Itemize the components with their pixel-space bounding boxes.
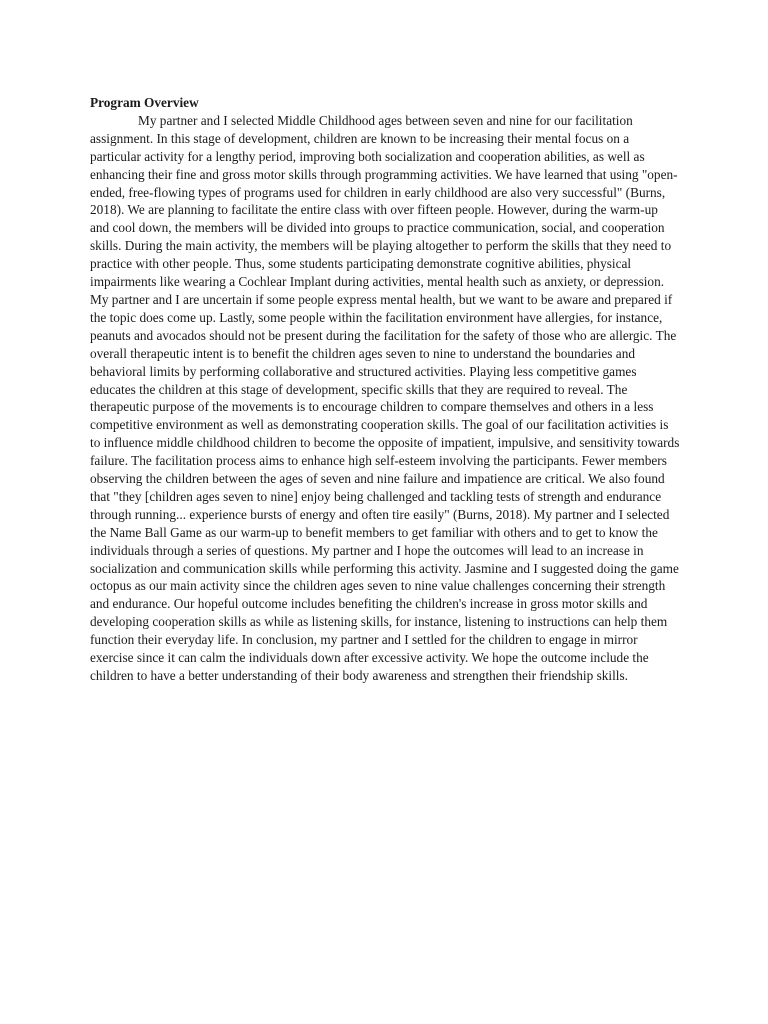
- document-body: [90, 94, 680, 685]
- section-heading: Program Overview: [90, 95, 199, 110]
- body-paragraph: My partner and I selected Middle Childhood ages between seven and nine for our facilitation assignment. In this stage of development, children are known to be increasing their mental focus on a particular activity for a lengthy period, improving both socialization and cooperation abilities, as well as enhancing their fine and gross motor skills through programming activities. We have learned that using "open-ended, free-flowing types of programs used for children in early childhood are also very successful" (Burns, 2018). We are planning to facilitate the entire class with over fifteen people. However, during the warm-up and cool down, the members will be divided into groups to practice communication, social, and cooperation skills. During the main activity, the members will be playing altogether to perform the skills that they need to practice with other people. Thus, some students participating demonstrate cognitive abilities, physical impairments like wearing a Cochlear Implant during activities, mental health such as anxiety, or depression. My partner and I are uncertain if some people express mental health, but we want to be aware and prepared if the topic does come up. Lastly, some people within the facilitation environment have allergies, for instance, peanuts and avocados should not be present during the facilitation for the safety of those who are allergic. The overall therapeutic intent is to benefit the children ages seven to nine to understand the boundaries and behavioral limits by performing collaborative and structured activities. Playing less competitive games educates the children at this stage of development, specific skills that they are required to reveal. The therapeutic purpose of the movements is to encourage children to compare themselves and others in a less competitive environment as well as demonstrating cooperation skills. The goal of our facilitation activities is to influence middle childhood children to become the opposite of impatient, impulsive, and sensitivity towards failure. The facilitation process aims to enhance high self-esteem involving the participants. Fewer members observing the children between the ages of seven and nine failure and impatience are critical. We also found that "they [children ages seven to nine] enjoy being challenged and tackling tests of strength and endurance through running... experience bursts of energy and often tire easily" (Burns, 2018). My partner and I selected the Name Ball Game as our warm-up to benefit members to get familiar with others and to get to know the individuals through a series of questions. My partner and I hope the outcomes will lead to an increase in socialization and communication skills while performing this activity. Jasmine and I suggested doing the game octopus as our main activity since the children ages seven to nine value challenges concerning their strength and endurance. Our hopeful outcome includes benefiting the children's increase in gross motor skills and developing cooperation skills as while as listening skills, for instance, listening to instructions can help them function their everyday life. In conclusion, my partner and I settled for the children to engage in mirror exercise since it can calm the individuals down after excessive activity. We hope the outcome include the children to have a better understanding of their body awareness and strengthen their friendship skills.: [90, 112, 680, 683]
